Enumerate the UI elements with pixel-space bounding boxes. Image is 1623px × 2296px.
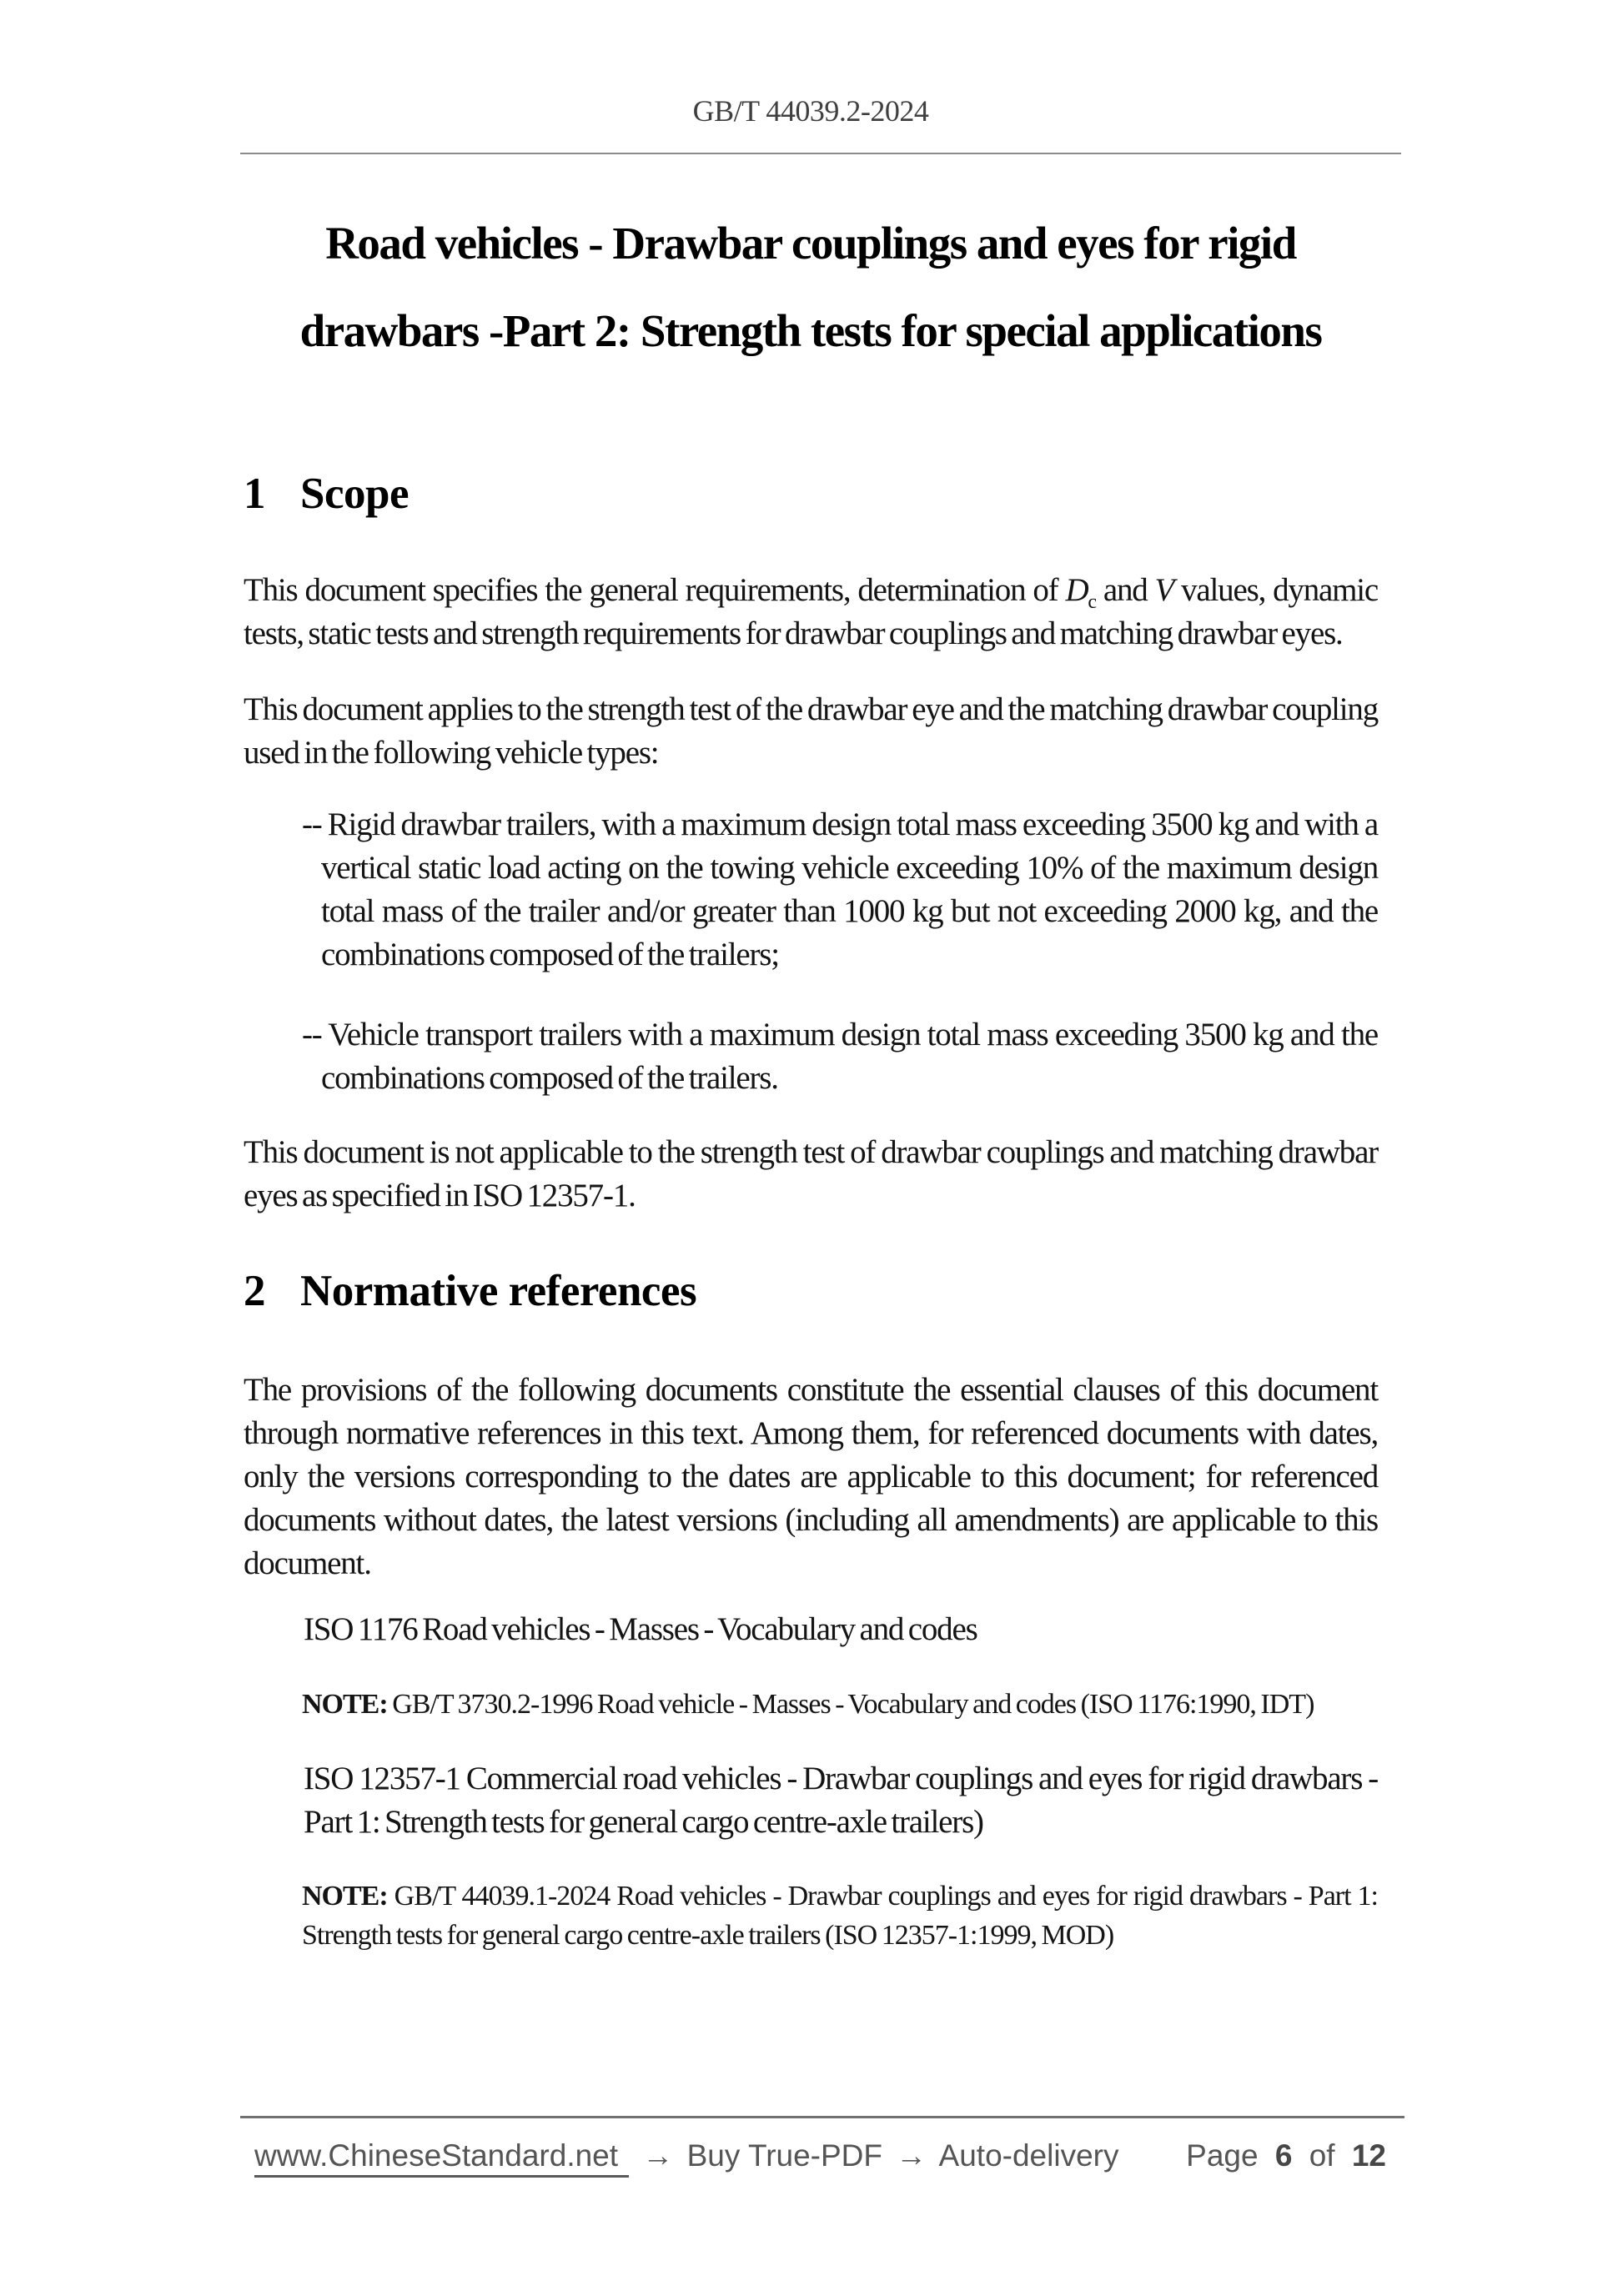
note-label: NOTE: [302, 1881, 388, 1912]
section-title: Scope [300, 470, 409, 518]
symbol-dc-subscript: c [1088, 590, 1096, 613]
scope-p1-text-before: This document specifies the general requirements, determination of [244, 572, 1066, 608]
page-label: Page [1186, 2138, 1259, 2173]
section-number: 1 [244, 470, 265, 518]
scope-bullet-vehicle-transport-trailers: -- Vehicle transport trailers with a maximum design total mass exceeding 3500 kg and the combinations composed of the trailers. [302, 1017, 1378, 1096]
scope-bullet-rigid-drawbar-trailers: -- Rigid drawbar trailers, with a maximum design total mass exceeding 3500 kg and with a vertical static load acting on the towing vehicle exceeding 10% of the maximum design total mass of the trailer and/or greater than 1000 kg but not exceeding 2000 kg, and the combinations composed of the trailers; [302, 806, 1378, 972]
scope-p1-text-between: and [1095, 572, 1155, 608]
page-footer [244, 2116, 1404, 2174]
scope-paragraph-1 [244, 569, 1378, 656]
document-title-line-2: drawbars -Part 2: Strength tests for special applications [299, 305, 1322, 356]
reference-iso-12357-1: ISO 12357-1 Commercial road vehicles - Drawbar couplings and eyes for rigid drawbars - Part 1: Strength tests for general cargo centre-axle trailers) [304, 1761, 1378, 1840]
page-indicator [1178, 2138, 1386, 2174]
section-heading-scope [244, 469, 1378, 519]
symbol-v: V [1154, 572, 1174, 608]
note-text: GB/T 44039.1-2024 Road vehicles - Drawbar couplings and eyes for rigid drawbars - Part 1: Strength tests for general cargo centre-axle trailers (ISO 12357-1:1999, MOD) [302, 1881, 1378, 1951]
page-content [244, 95, 1378, 1955]
current-page-number: 6 [1274, 2138, 1293, 2173]
note-gbt-3730 [302, 1685, 1378, 1724]
footer-row [244, 2138, 1404, 2174]
of-label: of [1309, 2138, 1335, 2173]
total-page-count: 12 [1351, 2138, 1386, 2173]
scope-paragraph-2: This document applies to the strength test of the drawbar eye and the matching drawbar coupling used in the following vehicle types: [244, 691, 1378, 771]
symbol-dc: D [1065, 572, 1088, 608]
note-text: GB/T 3730.2-1996 Road vehicle - Masses - Vocabulary and codes (ISO 1176:1990, IDT) [392, 1689, 1314, 1720]
document-title [244, 199, 1378, 374]
scope-paragraph-3: This document is not applicable to the strength test of drawbar couplings and matching drawbar eyes as specified in ISO 12357-1. [244, 1134, 1378, 1213]
reference-iso-1176: ISO 1176 Road vehicles - Masses - Vocabulary and codes [304, 1611, 977, 1647]
section-title: Normative references [300, 1267, 697, 1315]
footer-branding [254, 2138, 1118, 2174]
right-arrow-icon: → [896, 2138, 927, 2173]
section-heading-normative-references [244, 1266, 1378, 1316]
scope-p1-text-after: values, dynamic tests, static tests and strength requirements for drawbar couplings and matching drawbar eyes. [244, 572, 1378, 651]
header-divider-line [240, 153, 1401, 154]
footer-divider-line [240, 2116, 1404, 2118]
right-arrow-icon: → [642, 2138, 674, 2173]
standard-number-header: GB/T 44039.2-2024 [692, 94, 929, 128]
website-link[interactable]: www.ChineseStandard.net [254, 2138, 629, 2178]
note-label: NOTE: [302, 1689, 388, 1720]
document-title-line-1: Road vehicles - Drawbar couplings and eyes for rigid [325, 218, 1296, 269]
footer-auto-delivery-label: Auto-delivery [938, 2138, 1119, 2173]
footer-buy-true-pdf-label: Buy True-PDF [686, 2138, 883, 2173]
normative-paragraph-1: The provisions of the following documents constitute the essential clauses of this document through normative references in this text. Among them, for referenced documents with dates, only the versions corresponding to the dates are applicable to this document; for referenced documents without dates, the latest versions (including all amendments) are applicable to this document. [244, 1372, 1378, 1581]
section-number: 2 [244, 1267, 265, 1315]
note-gbt-44039-1 [302, 1876, 1378, 1955]
